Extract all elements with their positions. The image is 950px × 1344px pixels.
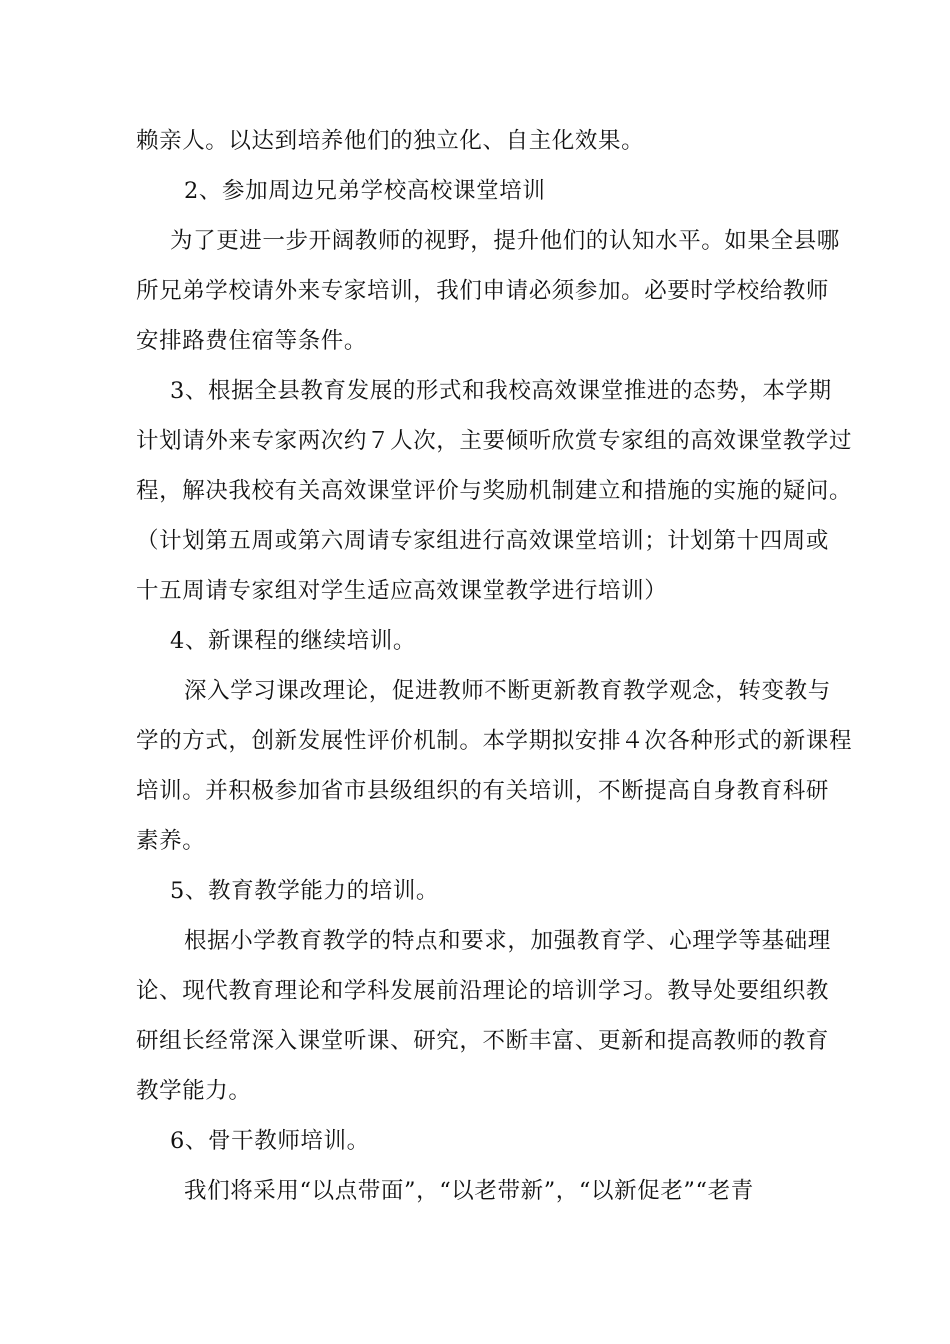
section-heading: 6、骨干教师培训。 — [170, 1128, 370, 1154]
text-line: 计划请外来专家两次约７人次，主要倾听欣赏专家组的高效课堂教学过 — [136, 428, 853, 454]
text-line: 学的方式，创新发展性评价机制。本学期拟安排４次各种形式的新课程 — [136, 728, 853, 754]
text-line: 程，解决我校有关高效课堂评价与奖励机制建立和措施的实施的疑问。 — [136, 478, 853, 504]
text-line: 十五周请专家组对学生适应高效课堂教学进行培训） — [136, 578, 668, 604]
text-line: 论、现代教育理论和学科发展前沿理论的培训学习。教导处要组织教 — [136, 978, 830, 1004]
text-line: 为了更进一步开阔教师的视野，提升他们的认知水平。如果全县哪 — [170, 228, 840, 254]
text-line: 素养。 — [136, 828, 206, 854]
section-heading: 5、教育教学能力的培训。 — [170, 878, 440, 904]
text-line: 我们将采用“以点带面”，“以老带新”，“以新促老”“老青 — [184, 1178, 754, 1204]
section-heading: 2、参加周边兄弟学校高校课堂培训 — [184, 178, 546, 204]
section-heading: 4、新课程的继续培训。 — [170, 628, 416, 654]
text-line: （计划第五周或第六周请专家组进行高效课堂培训；计划第十四周或 — [136, 528, 830, 554]
text-line: 深入学习课改理论，促进教师不断更新教育教学观念，转变教与 — [184, 678, 831, 704]
section-heading: 3、根据全县教育发展的形式和我校高效课堂推进的态势，本学期 — [170, 378, 832, 404]
text-line: 所兄弟学校请外来专家培训，我们申请必须参加。必要时学校给教师 — [136, 278, 830, 304]
text-line: 教学能力。 — [136, 1078, 252, 1104]
text-line: 培训。并积极参加省市县级组织的有关培训，不断提高自身教育科研 — [136, 778, 830, 804]
text-line: 赖亲人。以达到培养他们的独立化、自主化效果。 — [136, 128, 645, 154]
text-line: 研组长经常深入课堂听课、研究，不断丰富、更新和提高教师的教育 — [136, 1028, 830, 1054]
text-line: 安排路费住宿等条件。 — [136, 328, 368, 354]
text-line: 根据小学教育教学的特点和要求，加强教育学、心理学等基础理 — [184, 928, 831, 954]
